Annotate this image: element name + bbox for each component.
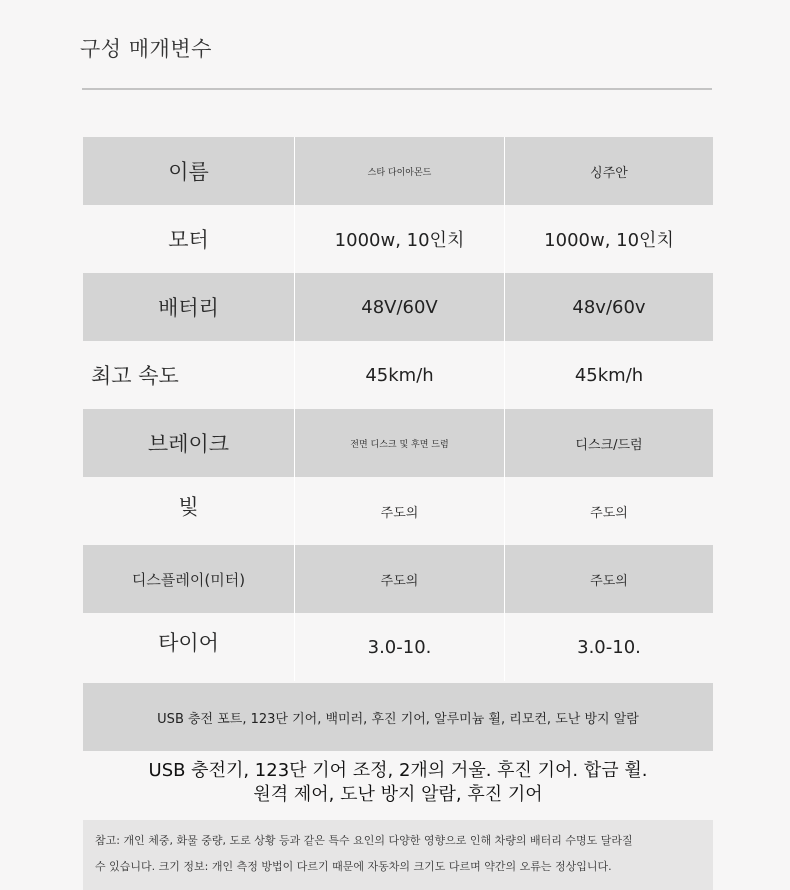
table-row [83,341,713,409]
features-model-a: USB 충전 포트, 123단 기어, 백미러, 후진 기어, 알루미늄 휠, 리모컨, 도난 방지 알람 [83,683,713,751]
model-a-top-speed: 45km/h [295,341,505,409]
table-row [83,613,713,681]
model-a-battery: 48V/60V [295,273,505,341]
table-row [83,477,713,545]
footnote-line1: 참고: 개인 체중, 화물 중량, 도로 상황 등과 같은 특수 요인의 다양한 영향으로 인해 차량의 배터리 수명도 달라질 [95,834,633,847]
table-row [83,409,713,477]
table-row [83,545,713,613]
title-divider [82,88,712,90]
spec-table [83,137,713,681]
features-model-b-line1: USB 충전기, 123단 기어 조정, 2개의 거울. 후진 기어. 합금 휠. [148,760,648,781]
footnote-line2: 수 있습니다. 크기 정보: 개인 측정 방법이 다르기 때문에 자동차의 크기도 다르며 약간의 오류는 정상입니다. [95,860,612,873]
model-a-tire: 3.0-10. [295,613,505,681]
model-a-name: 스타 다이아몬드 [295,137,505,205]
model-a-brake: 전면 디스크 및 후면 드럼 [295,409,505,477]
table-row [83,137,713,205]
features-model-b-line2: 원격 제어, 도난 방지 알람, 후진 기어 [253,784,543,805]
row-label-brake: 브레이크 [83,409,295,477]
model-b-motor: 1000w, 10인치 [544,230,674,251]
table-row [83,273,713,341]
model-b-brake: 디스크/드럼 [575,437,643,453]
row-label-display: 디스플레이(미터) [83,545,295,613]
row-label-battery: 배터리 [83,273,295,341]
model-b-battery: 48v/60v [572,296,646,318]
model-a-light: 주도의 [295,477,505,545]
row-label-top-speed: 최고 속도 [83,341,295,409]
model-b-tire: 3.0-10. [577,636,641,658]
footnote [83,820,713,890]
model-b-light: 주도의 [590,505,628,521]
model-b-top-speed: 45km/h [574,364,644,386]
row-label-name: 이름 [83,137,295,205]
row-label-light: 빛 [83,477,295,545]
features-section [83,683,713,815]
model-a-display: 주도의 [295,545,505,613]
row-label-motor: 모터 [83,205,295,273]
table-row [83,205,713,273]
page-title: 구성 매개변수 [80,37,212,61]
row-label-tire: 타이어 [83,613,295,681]
model-b-display: 주도의 [590,573,628,589]
model-b-name: 싱주안 [590,165,628,181]
features-model-b [83,751,713,815]
model-a-motor: 1000w, 10인치 [295,205,505,273]
